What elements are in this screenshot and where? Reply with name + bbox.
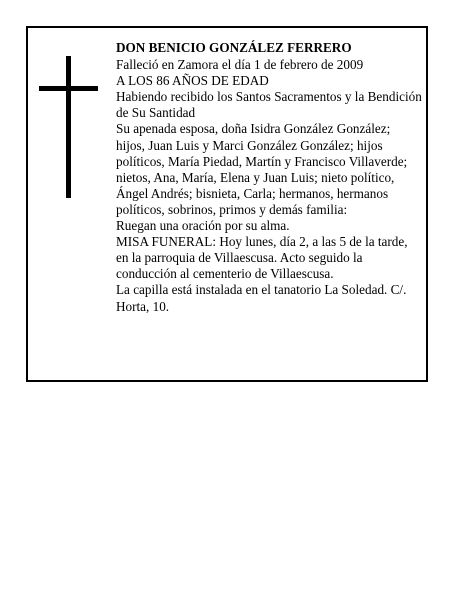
- chapel-line: La capilla está instalada en el tanatorio La Soledad. C/. Horta, 10.: [116, 282, 407, 314]
- obituary-notice: [26, 26, 428, 382]
- age-line: A LOS 86 AÑOS DE EDAD: [116, 73, 269, 89]
- funeral-mass-line: MISA FUNERAL: Hoy lunes, día 2, a las 5 de la tarde, en la parroquia de Villaescusa. Acto seguido la conducción al cementerio de Villaescusa.: [116, 234, 408, 282]
- deceased-name: DON BENICIO GONZÁLEZ FERRERO: [116, 40, 352, 55]
- cross-horizontal-bar: [39, 86, 98, 91]
- cross-vertical-bar: [66, 56, 71, 198]
- prayer-line: Ruegan una oración por su alma.: [116, 218, 290, 234]
- notice-text: [116, 40, 422, 315]
- sacraments-line: Habiendo recibido los Santos Sacramentos y la Bendición de Su Santidad: [116, 89, 422, 121]
- family-line: Su apenada esposa, doña Isidra González González; hijos, Juan Luis y Marci González González; hijos políticos, María Piedad, Martín y Francisco Villaverde; nietos, Ana, María, Elena y Juan Luis; nieto político, Ángel Andrés; bisnieta, Carla; hermanos, hermanos políticos, sobrinos, primos y demás familia:: [116, 121, 408, 217]
- death-date-line: Falleció en Zamora el día 1 de febrero de 2009: [116, 57, 364, 73]
